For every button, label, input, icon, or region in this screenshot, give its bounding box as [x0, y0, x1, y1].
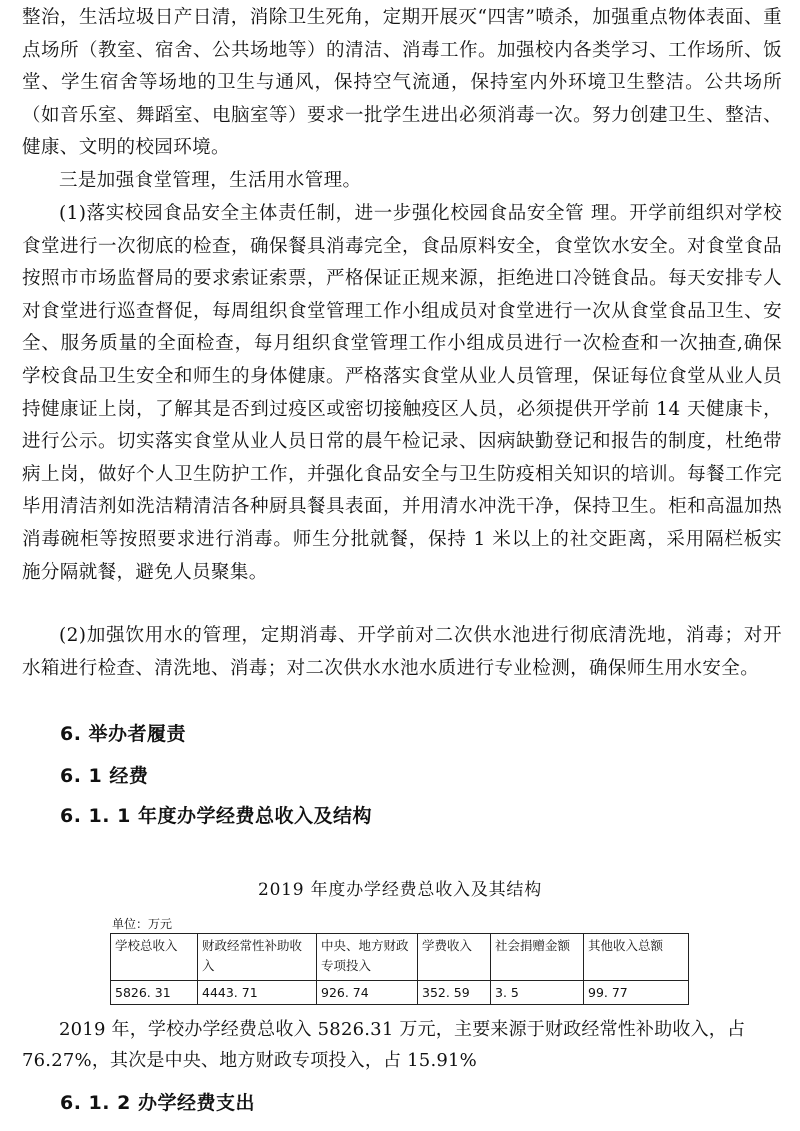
cell-tuition: 352. 59 — [418, 981, 491, 1005]
cell-donations: 3. 5 — [491, 981, 584, 1005]
table-title: 2019 年度办学经费总收入及其结构 — [257, 880, 543, 900]
heading-funding: 6. 1 经费 — [60, 765, 149, 787]
heading-expenditure: 6. 1. 2 办学经费支出 — [60, 1092, 255, 1114]
cell-special-funds: 926. 74 — [317, 981, 418, 1005]
header-special-funds: 中央、地方财政专项投入 — [317, 934, 418, 981]
table-header-row — [111, 934, 689, 981]
heading-sponsor-duty: 6. 举办者履责 — [60, 723, 187, 745]
table-unit: 单位：万元 — [112, 917, 173, 931]
cell-fiscal-subsidy: 4443. 71 — [198, 981, 317, 1005]
header-donations: 社会捐赠金额 — [491, 934, 584, 981]
paragraph-food-safety: (1)落实校园食品安全主体责任制，进一步强化校园食品安全管 理。开学前组织对学校食堂进行一次彻底的检查，确保餐具消毒完全，食品原料安全，食堂饮水安全。对食堂食品按照市市场监督局的要求索证索票，严格保证正规来源，拒绝进口冷链食品。每天安排专人对食堂进行巡查督促，每周组织食堂管理工作小组成员对食堂进行一次从食堂食品卫生、安全、服务质量的全面检查，每月组织食堂管理工作小组成员进行一次检查和一次抽查,确保学校食品卫生安全和师生的身体健康。严格落实食堂从业人员管理，保证每位食堂从业人员持健康证上岗，了解其是否到过疫区或密切接触疫区人员，必须提供开学前 14 天健康卡，进行公示。切实落实食堂从业人员日常的晨午检记录、因病缺勤登记和报告的制度，杜绝带病上岗，做好个人卫生防护工作，并强化食品安全与卫生防疫相关知识的培训。每餐工作完毕用清洁剂如洗洁精清洁各种厨具餐具表面，并用清水冲洗干净，保持卫生。柜和高温加热消毒碗柜等按照要求进行消毒。师生分批就餐，保持 1 米以上的社交距离，采用隔栏板实施分隔就餐，避免人员聚集。 — [22, 203, 782, 583]
header-tuition: 学费收入 — [418, 934, 491, 981]
paragraph-drinking-water: (2)加强饮用水的管理，定期消毒、开学前对二次供水池进行彻底清洗地，消毒；对开水箱进行检查、清洗地、消毒；对二次供水水池水质进行专业检测，确保师生用水安全。 — [22, 625, 782, 679]
paragraph-canteen-intro: 三是加强食堂管理，生活用水管理。 — [59, 170, 362, 191]
cell-total-income: 5826. 31 — [111, 981, 198, 1005]
paragraph-sanitation: 整治，生活垃圾日产日清，消除卫生死角，定期开展灭“四害”喷杀，加强重点物体表面、重点场所（教室、宿舍、公共场地等）的清洁、消毒工作。加强校内各类学习、工作场所、饭堂、学生宿舍等场地的卫生与通风，保持空气流通，保持室内外环境卫生整洁。公共场所（如音乐室、舞蹈室、电脑室等）要求一批学生进出必须消毒一次。努力创建卫生、整洁、健康、文明的校园环境。 — [22, 7, 782, 159]
header-other-income: 其他收入总额 — [584, 934, 689, 981]
table-row — [111, 981, 689, 1005]
header-fiscal-subsidy: 财政经常性补助收入 — [198, 934, 317, 981]
income-structure-table — [110, 933, 689, 1005]
header-total-income: 学校总收入 — [111, 934, 198, 981]
heading-annual-income: 6. 1. 1 年度办学经费总收入及结构 — [60, 805, 372, 827]
cell-other-income: 99. 77 — [584, 981, 689, 1005]
income-summary: 2019 年，学校办学经费总收入 5826.31 万元，主要来源于财政经常性补助收入，占 76.27%，其次是中央、地方财政专项投入，占 15.91% — [22, 1019, 746, 1071]
